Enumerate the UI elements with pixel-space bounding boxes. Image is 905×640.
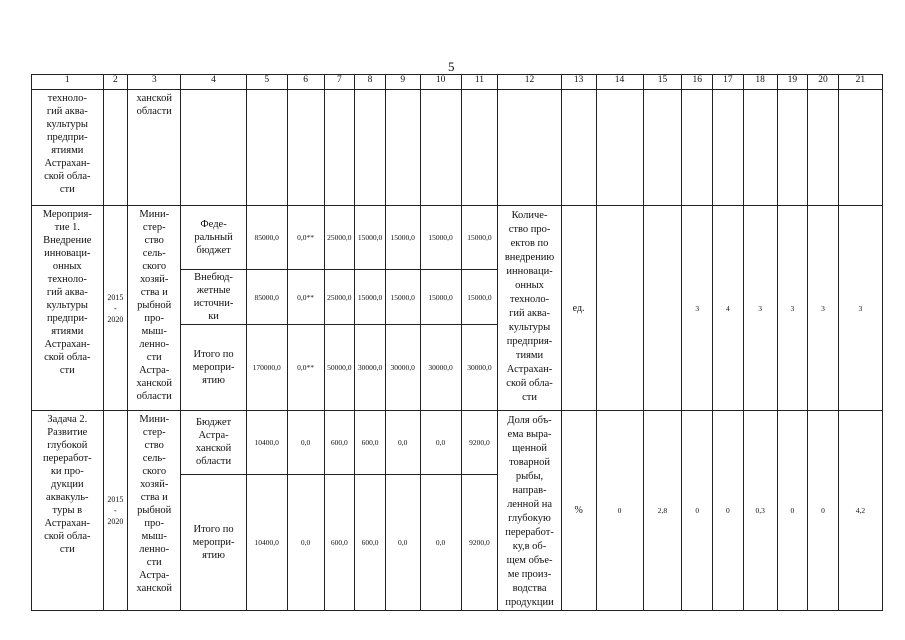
col-header: 14 <box>596 75 643 90</box>
indicator-value <box>596 206 643 411</box>
empty-cell <box>713 90 744 206</box>
page-number: 5 <box>448 59 455 74</box>
col-header: 9 <box>385 75 420 90</box>
funding-value: 15000,0 <box>461 270 498 325</box>
col-header: 19 <box>777 75 808 90</box>
funding-value: 0,0 <box>420 474 461 610</box>
funding-value: 15000,0 <box>355 206 386 270</box>
funding-value: 0,0 <box>287 474 324 610</box>
empty-cell <box>385 90 420 206</box>
funding-source: Итого по меропри- ятию <box>181 325 246 411</box>
task-row <box>32 411 883 475</box>
indicator-value: 0 <box>682 411 713 611</box>
col-header: 7 <box>324 75 355 90</box>
empty-cell <box>643 90 682 206</box>
funding-value: 15000,0 <box>385 270 420 325</box>
funding-value: 50000,0 <box>324 325 355 411</box>
indicator-name: Доля объ- ема выра- щенной товарной рыбы, направ- ленной на глубокую переработ- ку,в об- щем объе- ме произ- водства продукции <box>498 411 561 611</box>
indicator-value: 0 <box>777 411 808 611</box>
col-header: 4 <box>181 75 246 90</box>
period-cell: 2015 - 2020 <box>103 206 128 411</box>
indicator-unit: ед. <box>561 206 596 411</box>
col-header: 11 <box>461 75 498 90</box>
indicator-value: 3 <box>682 206 713 411</box>
funding-value: 600,0 <box>355 474 386 610</box>
goal-text-continued: техноло- гий аква- культуры предпри- ятиями Астрахан- ской обла- сти <box>32 90 104 206</box>
empty-cell <box>181 90 246 206</box>
activity-row <box>32 206 883 270</box>
indicator-value: 2,8 <box>643 411 682 611</box>
col-header: 17 <box>713 75 744 90</box>
funding-value: 600,0 <box>324 411 355 475</box>
empty-cell <box>743 90 777 206</box>
col-header: 16 <box>682 75 713 90</box>
funding-value: 0,0 <box>385 411 420 475</box>
col-header: 10 <box>420 75 461 90</box>
funding-value: 10400,0 <box>246 411 287 475</box>
empty-cell <box>596 90 643 206</box>
empty-cell <box>287 90 324 206</box>
header-row <box>32 75 883 90</box>
funding-value: 170000,0 <box>246 325 287 411</box>
funding-value: 85000,0 <box>246 206 287 270</box>
indicator-value: 0 <box>596 411 643 611</box>
col-header: 13 <box>561 75 596 90</box>
funding-value: 600,0 <box>355 411 386 475</box>
funding-value: 9200,0 <box>461 411 498 475</box>
empty-cell <box>561 90 596 206</box>
col-header: 3 <box>128 75 181 90</box>
funding-value: 85000,0 <box>246 270 287 325</box>
col-header: 6 <box>287 75 324 90</box>
funding-value: 10400,0 <box>246 474 287 610</box>
indicator-value: 3 <box>743 206 777 411</box>
col-header: 18 <box>743 75 777 90</box>
indicator-value: 3 <box>777 206 808 411</box>
col-header: 12 <box>498 75 561 90</box>
funding-value: 0,0 <box>287 411 324 475</box>
funding-source: Бюджет Астра- ханской области <box>181 411 246 475</box>
funding-value: 0,0** <box>287 206 324 270</box>
empty-cell <box>355 90 386 206</box>
funding-value: 15000,0 <box>355 270 386 325</box>
col-header: 5 <box>246 75 287 90</box>
empty-cell <box>420 90 461 206</box>
empty-cell <box>498 90 561 206</box>
funding-value: 0,0** <box>287 270 324 325</box>
empty-cell <box>808 90 839 206</box>
funding-source: Итого по меропри- ятию <box>181 474 246 610</box>
empty-cell <box>461 90 498 206</box>
activity-title: Мероприя- тие 1. Внедрение инноваци- онных техноло- гий аква- культуры предпри- ятиями Астрахан- ской обла- сти <box>32 206 104 411</box>
funding-source: Феде- ральный бюджет <box>181 206 246 270</box>
continuation-row <box>32 90 883 206</box>
empty-cell <box>324 90 355 206</box>
funding-value: 9200,0 <box>461 474 498 610</box>
col-header: 1 <box>32 75 104 90</box>
funding-value: 15000,0 <box>385 206 420 270</box>
col-header: 8 <box>355 75 386 90</box>
indicator-value <box>643 206 682 411</box>
funding-value: 15000,0 <box>420 206 461 270</box>
executor-text-continued: ханской области <box>128 90 181 206</box>
funding-value: 25000,0 <box>324 206 355 270</box>
funding-value: 0,0** <box>287 325 324 411</box>
funding-value: 30000,0 <box>420 325 461 411</box>
empty-cell <box>246 90 287 206</box>
program-table <box>31 74 883 611</box>
period-cell: 2015 - 2020 <box>103 411 128 611</box>
task-title: Задача 2. Развитие глубокой переработ- ки про- дукции аквакуль- туры в Астрахан- ской обла- сти <box>32 411 104 611</box>
empty-cell <box>777 90 808 206</box>
empty-cell <box>103 90 128 206</box>
funding-value: 15000,0 <box>420 270 461 325</box>
indicator-value: 4 <box>713 206 744 411</box>
funding-value: 0,0 <box>385 474 420 610</box>
funding-value: 15000,0 <box>461 206 498 270</box>
indicator-value: 0,3 <box>743 411 777 611</box>
funding-source: Внебюд- жетные источни- ки <box>181 270 246 325</box>
col-header: 15 <box>643 75 682 90</box>
indicator-value: 3 <box>808 206 839 411</box>
col-header: 2 <box>103 75 128 90</box>
empty-cell <box>682 90 713 206</box>
empty-cell <box>838 90 882 206</box>
indicator-name: Количе- ство про- ектов по внедрению инноваци- онных техноло- гий аква- культуры предприя- тиями Астрахан- ской обла- сти <box>498 206 561 411</box>
indicator-value: 4,2 <box>838 411 882 611</box>
executor-cell: Мини- стер- ство сель- ского хозяй- ства и рыбной про- мыш- ленно- сти Астра- ханской <box>128 411 181 611</box>
funding-value: 30000,0 <box>461 325 498 411</box>
indicator-value: 0 <box>808 411 839 611</box>
col-header: 21 <box>838 75 882 90</box>
indicator-value: 0 <box>713 411 744 611</box>
funding-value: 30000,0 <box>385 325 420 411</box>
funding-value: 0,0 <box>420 411 461 475</box>
indicator-unit: % <box>561 411 596 611</box>
col-header: 20 <box>808 75 839 90</box>
funding-value: 600,0 <box>324 474 355 610</box>
funding-value: 25000,0 <box>324 270 355 325</box>
executor-cell: Мини- стер- ство сель- ского хозяй- ства и рыбной про- мыш- ленно- сти Астра- ханской области <box>128 206 181 411</box>
indicator-value: 3 <box>838 206 882 411</box>
funding-value: 30000,0 <box>355 325 386 411</box>
